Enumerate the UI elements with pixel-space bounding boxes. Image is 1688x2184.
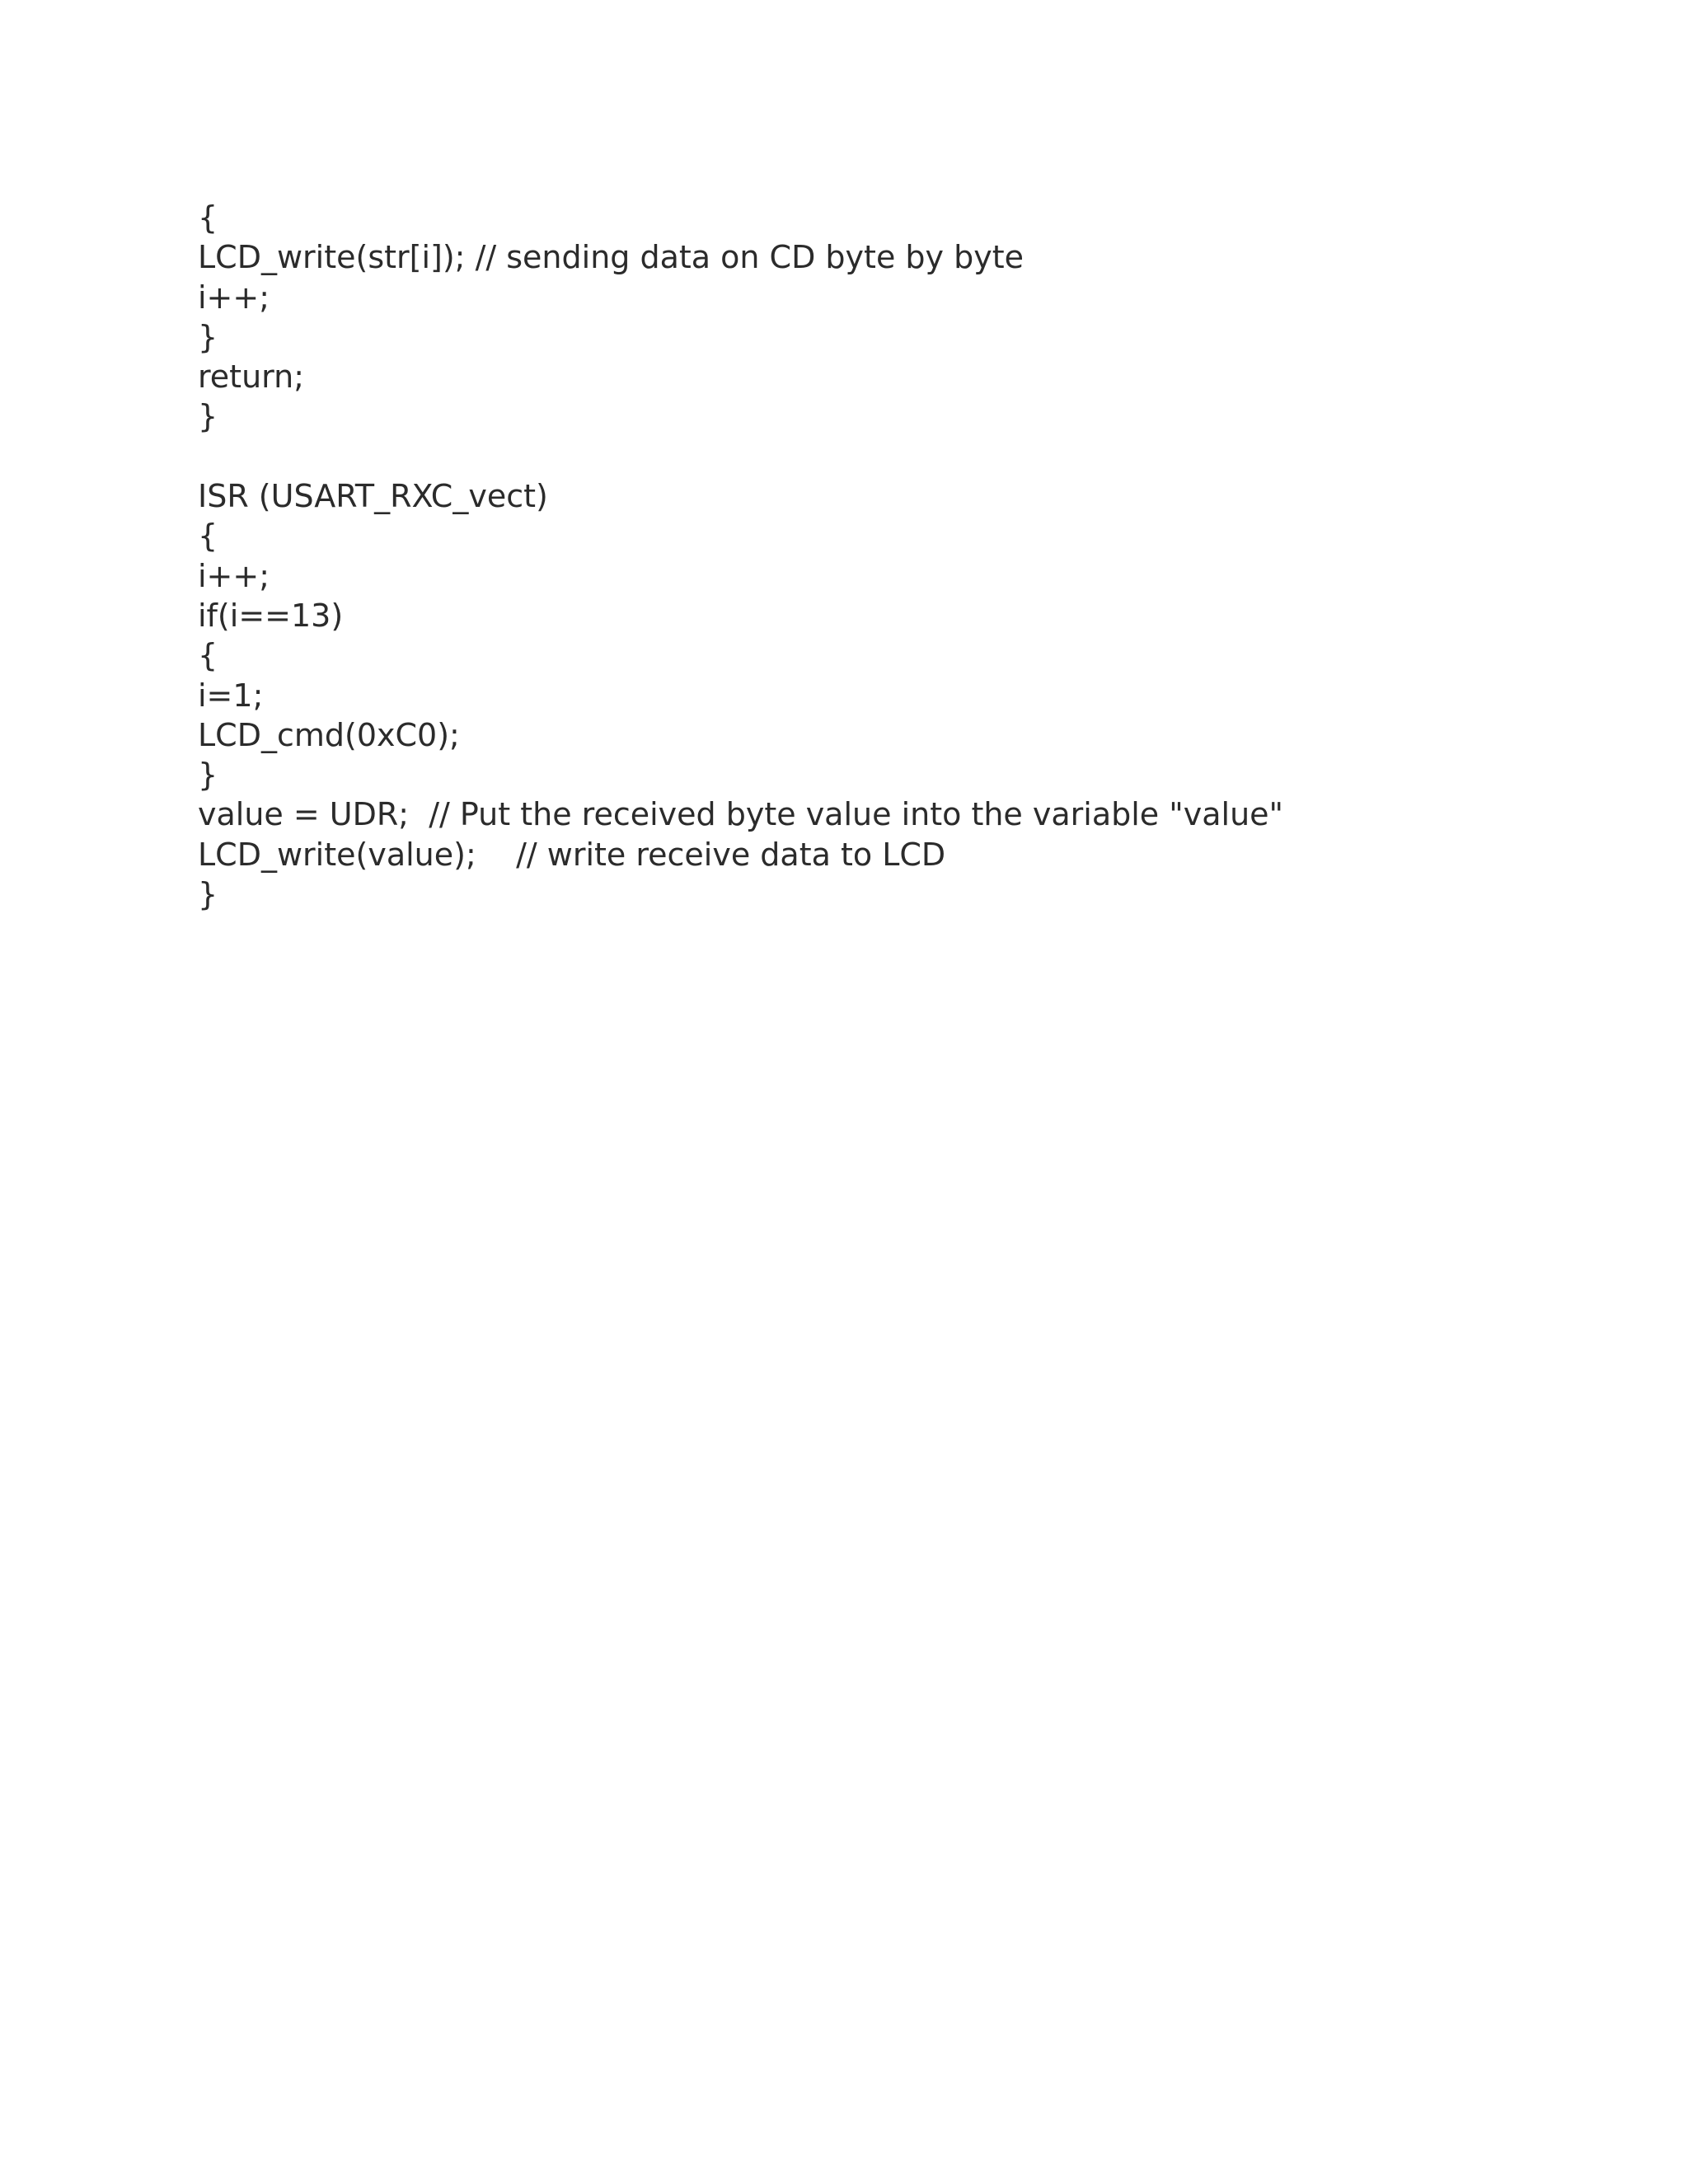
code-line: i++; — [198, 557, 270, 594]
code-line: LCD_cmd(0xC0); — [198, 716, 460, 753]
code-line: } — [198, 876, 218, 913]
code-line: { — [198, 637, 218, 674]
blank-line — [198, 437, 1599, 476]
code-line: { — [198, 199, 218, 236]
code-line: LCD_write(str[i]); // sending data on CD byte by byte — [198, 239, 1024, 276]
code-line: i++; — [198, 279, 270, 316]
code-listing — [198, 198, 1599, 914]
code-line: } — [198, 398, 218, 435]
code-line: { — [198, 518, 218, 555]
code-line: } — [198, 757, 218, 794]
code-line: value = UDR; // Put the received byte value into the variable "value" — [198, 796, 1284, 833]
code-line: LCD_write(value); // write receive data to LCD — [198, 836, 946, 873]
code-line: return; — [198, 359, 304, 396]
code-line: } — [198, 318, 218, 355]
code-line: ISR (USART_RXC_vect) — [198, 478, 548, 515]
code-line: i=1; — [198, 677, 264, 714]
code-line: if(i==13) — [198, 597, 344, 634]
